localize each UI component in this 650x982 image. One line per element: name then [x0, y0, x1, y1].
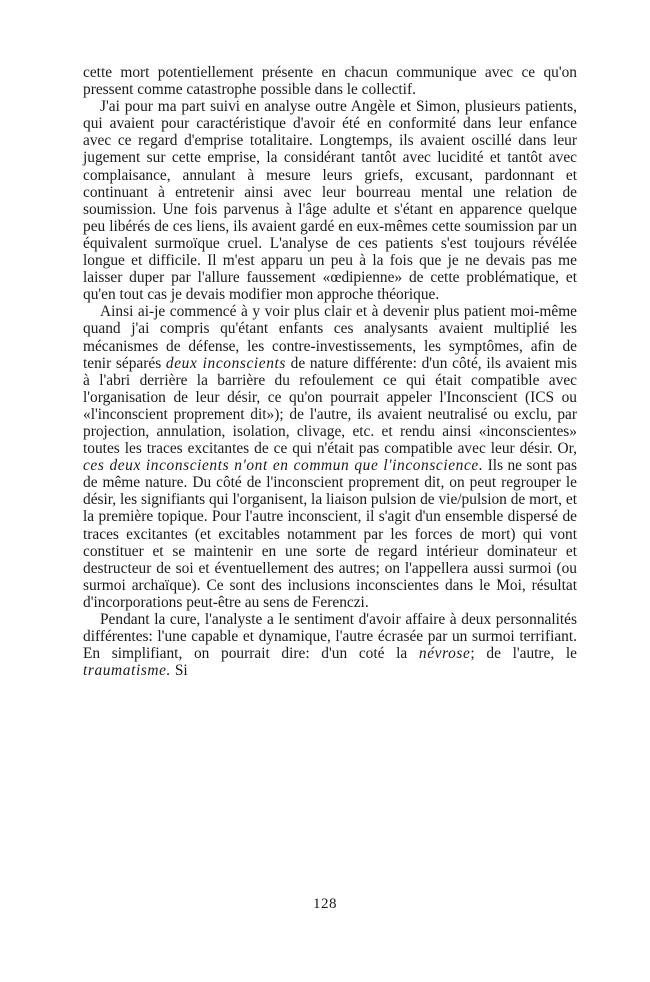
paragraph-4	[83, 611, 577, 679]
paragraph-3	[83, 303, 577, 611]
paragraph-4-text-c: Si	[171, 662, 188, 680]
page-number: 128	[313, 896, 337, 912]
paragraph-4-text-b: ; de l'autre, le	[470, 645, 578, 663]
paragraph-1-text: cette mort potentiellement présente en chacun communique avec ce qu'on pressent comme catastrophe possible dans le collectif.	[83, 64, 577, 99]
paragraph-4-text-a: Pendant la cure, l'analyste a le sentiment d'avoir affaire à deux personnalités différentes: l'une capable et dynamique, l'autre écrasée par un surmoi terrifiant. En simplifiant, on pourrait dire: d'un coté la	[83, 611, 577, 663]
paragraph-2-text: J'ai pour ma part suivi en analyse outre Angèle et Simon, plusieurs patients, qui avaient pour caractéristique d'avoir été en conformité dans leur enfance avec ce regard d'emprise totalitaire. Longtemps, ils avaient oscillé dans leur jugement sur cette emprise, la considérant tantôt avec lucidité et tantôt avec complaisance, annulant à mesure leurs griefs, excusant, pardonnant et continuant à entretenir ainsi avec leur bourreau mental une relation de soumission. Une fois parvenus à l'âge adulte et s'étant en apparence quelque peu libérés de ces liens, ils avaient gardé en eux-mêmes cette soumission par un équivalent surmoïque cruel. L'analyse de ces patients s'est toujours révélée longue et difficile. Il m'est apparu un peu à la fois que je ne devais pas me laisser duper par l'allure faussement «œdipienne» de cette problématique, et qu'en tout cas je devais modifier mon approche théorique.	[83, 98, 577, 304]
book-page-text	[83, 64, 577, 679]
paragraph-3-emphasis-inconscience: ces deux inconscients n'ont en commun que l'inconscience.	[83, 457, 484, 475]
paragraph-3-text-b: de nature différente: d'un côté, ils avaient mis à l'abri derrière la barrière du refoulement ce qui était compatible avec l'organisation de leur désir, ce qu'on pourrait appeler l'Inconscient (ICS ou «l'inconscient proprement dit»); de l'autre, ils avaient neutralisé ou exclu, par projection, annulation, isolation, clivage, etc. et rendu ainsi «inconscientes» toutes les traces excitantes de ce qui n'était pas compatible avec leur désir. Or,	[83, 354, 577, 458]
paragraph-3-emphasis-deux-inconscients: deux inconscients	[165, 354, 286, 372]
paragraph-3-text-c: Ils ne sont pas de même nature. Du côté de l'inconscient proprement dit, on peut regrouper le désir, les signifiants qui l'organisent, la liaison pulsion de vie/pulsion de mort, et la première topique. Pour l'autre inconscient, il s'agit d'un ensemble dispersé de traces excitantes (et excitables notamment par les forces de mort) qui vont constituer et se maintenir en une sorte de regard intérieur dominateur et destructeur de soi et éventuellement des autres; on l'appellera aussi surmoi (ou surmoi archaïque). Ce sont des inclusions inconscientes dans le Moi, résultat d'incorporations peut-être au sens de Ferenczi.	[83, 457, 577, 611]
paragraph-1	[83, 64, 577, 98]
paragraph-4-emphasis-nevrose: névrose	[418, 645, 471, 663]
paragraph-4-emphasis-traumatisme: traumatisme.	[83, 662, 172, 680]
paragraph-3-text-a: Ainsi ai-je commencé à y voir plus clair et à devenir plus patient moi-même quand j'ai compris qu'étant enfants ces analysants avaient multiplié les mécanismes de défense, les contre-investissements, les symptômes, afin de tenir séparés	[83, 303, 577, 372]
paragraph-2	[83, 98, 577, 303]
